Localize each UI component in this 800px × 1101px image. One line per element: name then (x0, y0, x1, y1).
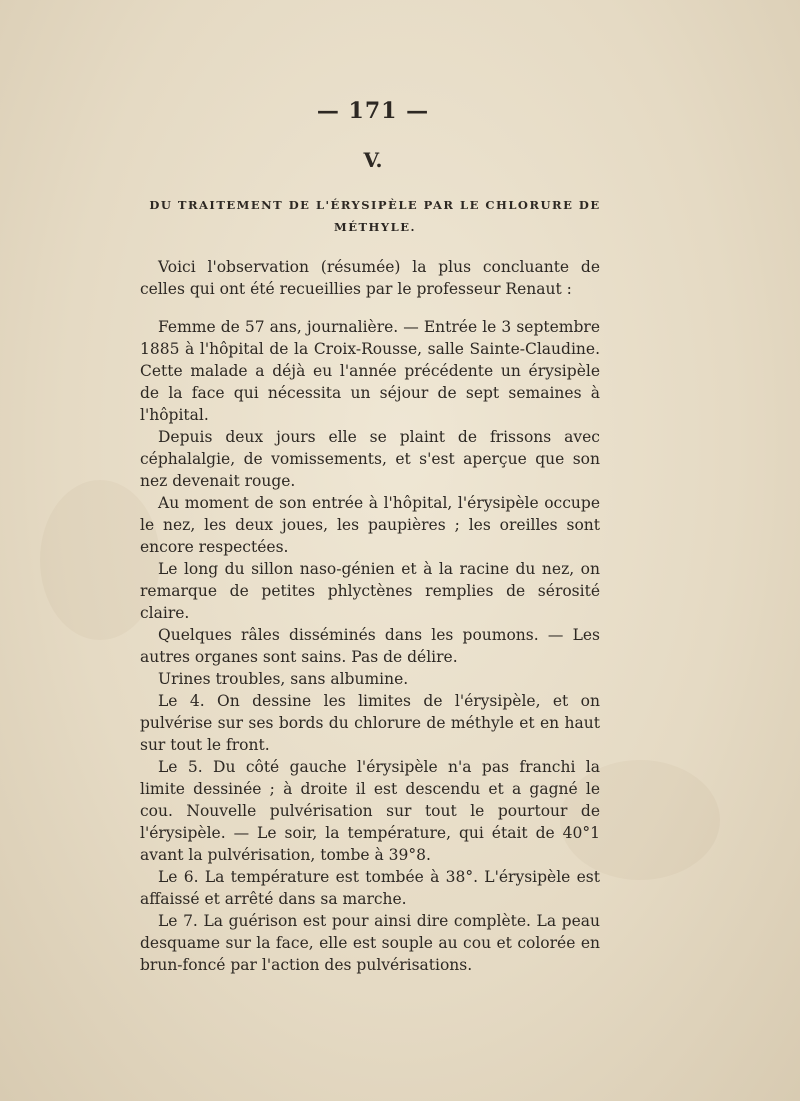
paragraph: Le 5. Du côté gauche l'érysipèle n'a pas franchi la limite dessinée ; à droite il est descendu et a gagné le cou. Nouvelle pulvérisation sur tout le pourtour de l'érysipèle. — Le soir, la température, qui était de 40°1 avant la pulvérisation, tombe à 39°8. (140, 758, 600, 864)
paragraph: Femme de 57 ans, journalière. — Entrée le 3 septembre 1885 à l'hôpital de la Croix-Rousse, salle Sainte-Claudine. Cette malade a déjà eu l'année précédente un érysipèle de la face qui nécessita un séjour de sept semaines à l'hôpital. (140, 318, 600, 424)
paragraph: Quelques râles disséminés dans les poumons. — Les autres organes sont sains. Pas de délire. (140, 626, 600, 666)
paragraph: Le 4. On dessine les limites de l'érysipèle, et on pulvérise sur ses bords du chlorure de méthyle et en haut sur tout le front. (140, 692, 600, 754)
paragraph: Urines troubles, sans albumine. (158, 670, 409, 688)
paragraph: Depuis deux jours elle se plaint de frissons avec céphalalgie, de vomissements, et s'est aperçue que son nez devenait rouge. (140, 428, 600, 490)
page-number: — 171 — (316, 98, 430, 124)
section-number: V. (363, 148, 383, 172)
paragraph: Le 7. La guérison est pour ainsi dire complète. La peau desquame sur la face, elle est souple au cou et colorée en brun-foncé par l'action des pulvérisations. (140, 912, 600, 974)
chapter-title: DU TRAITEMENT DE L'ÉRYSIPÈLE PAR LE CHLORURE DE MÉTHYLE. (149, 198, 601, 234)
paragraph: Le 6. La température est tombée à 38°. L'érysipèle est affaissé et arrêté dans sa marche. (140, 868, 600, 908)
paragraph: Le long du sillon naso-génien et à la racine du nez, on remarque de petites phlyctènes remplies de sérosité claire. (140, 560, 600, 622)
paragraph: Voici l'observation (résumée) la plus concluante de celles qui ont été recueillies par le professeur Renaut : (140, 258, 600, 298)
body-text (140, 256, 600, 976)
paragraph: Au moment de son entrée à l'hôpital, l'érysipèle occupe le nez, les deux joues, les paupières ; les oreilles sont encore respectées. (140, 494, 600, 556)
